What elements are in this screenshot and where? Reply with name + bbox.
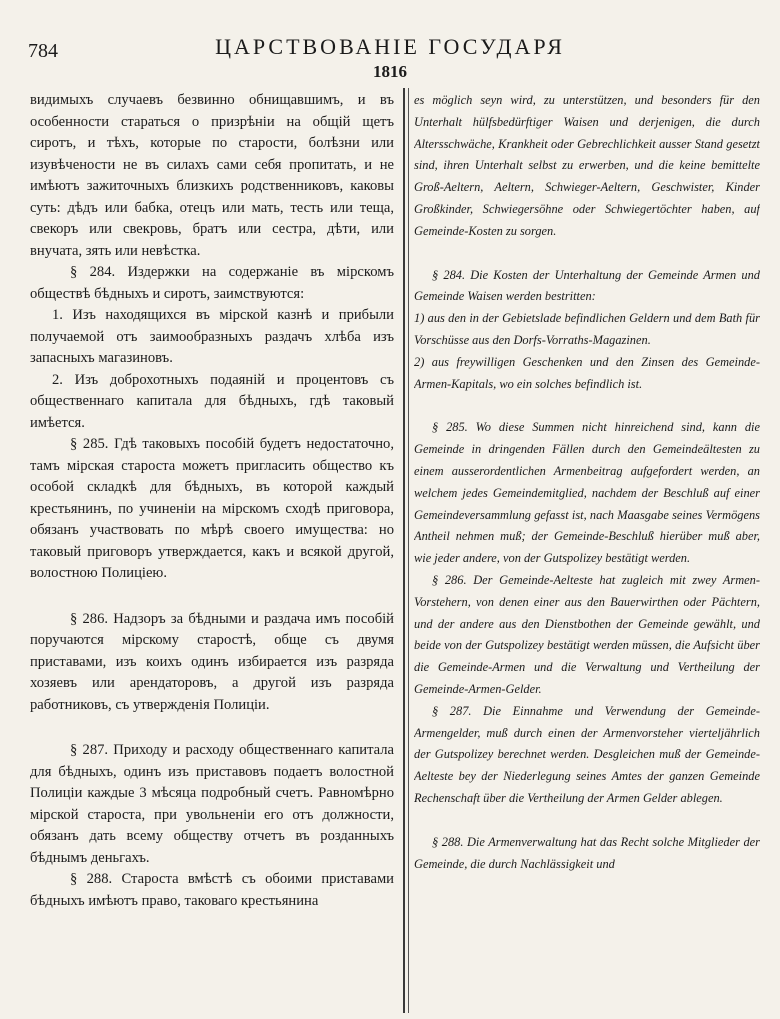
section-284-item-2-de: 2) aus freywilligen Geschenken und den Zinsen des Gemeinde-Armen-Kapitals, wo ein solches befindlich ist. <box>414 354 760 391</box>
section-285-de: § 285. Wo diese Summen nicht hinreichend sind, kann die Gemeinde in dringenden Fällen durch den Gemeindeältesten zu einem ausserordentlichen Armenbeitrag aufgefordert werden, an welchem jedes Gemeindemitglied, nachdem der Beschluß auf einer Gemeindeversammlung gefasst ist, nach Maasgabe seines Vermögens Antheil nehmen muß; der Gemeinde-Beschluß hierüber muß aber, wie jeder andere, von der Gutspolizey bestätigt werden. <box>414 420 760 566</box>
section-286: § 286. Надзоръ за бѣдными и раздача имъ пособій поручаются мірскому старостѣ, обще съ двумя приставами, изъ коихъ одинъ избирается изъ разряда хозяевъ или арендаторовъ, а другой изъ разряда работниковъ, съ утвержденія Полиціи. <box>30 610 394 713</box>
section-288-de: § 288. Die Armenverwaltung hat das Recht solche Mitglieder der Gemeinde, die durch Nachlässigkeit und <box>414 834 760 871</box>
page-header <box>0 0 780 96</box>
german-text-column <box>414 90 760 1015</box>
section-287: § 287. Приходу и расходу общественнаго капитала для бѣдныхъ, одинъ изъ приставовъ подаетъ волостной Полиціи каждые 3 мѣсяца подробный счетъ. Равномѣрно мірской староста, при увольненіи его отъ должности, обязанъ дать всему обществу отчетъ въ розданныхъ бѣднымъ деньгахъ. <box>30 742 394 866</box>
paragraph-continuation-de: es möglich seyn wird, zu unterstützen, und besonders für den Unterhalt hülfsbedürftiger Waisen und derjenigen, die durch Altersschwäche, Krankheit oder Gebrechlichkeit ausser Stand gesetzt sind, ihren Unterhalt selbst zu erwerben, und die keine bemittelte Groß-Aeltern, Aeltern, Schwieger-Aeltern, Geschwister, Kinder Großkinder, Schwiegersöhne oder Schwiegertöchter haben, auf Gemeinde-Kosten zu sorgen. <box>414 93 760 238</box>
section-284-item-2: 2. Изъ доброхотныхъ подаяній и процентовъ съ общественнаго капитала для бѣдныхъ, гдѣ таковый имѣется. <box>30 371 394 431</box>
section-285: § 285. Гдѣ таковыхъ пособій будетъ недостаточно, тамъ мірская староста можетъ пригласить общество къ особой складкѣ для бѣдныхъ, въ которой каждый крестьянинъ, по учиненіи на мірскомъ сходѣ приговора, обязанъ участвовать по мѣрѣ своего имущества: но таковый приговоръ утверждается, какъ и всякой другой, волостною Полиціею. <box>30 436 394 581</box>
section-284-item-1-de: 1) aus den in der Gebietslade befindlichen Geldern und dem Bath für Vorschüsse aus den Dorfs-Vorraths-Magazinen. <box>414 311 760 347</box>
section-287-de: § 287. Die Einnahme und Verwendung der Gemeinde-Armengelder, muß durch einen der Armenvorsteher vierteljährlich der Gutspolizey berechnet werden. Desgleichen muß der Gemeinde-Aelteste bey der Niederlegung seines Amtes der ganzen Gemeinde Rechenschaft über die Vertheilung der Armen Gelder ablegen. <box>414 703 760 805</box>
column-divider-inner <box>408 88 409 1013</box>
page-number: 784 <box>28 40 58 62</box>
year-heading: 1816 <box>373 62 407 81</box>
column-divider <box>403 88 405 1013</box>
running-title: ЦАРСТВОВАНІЕ ГОСУДАРЯ <box>215 34 565 59</box>
section-286-de: § 286. Der Gemeinde-Aelteste hat zugleich mit zwey Armen-Vorstehern, von denen einer aus den Bauerwirthen oder Pächtern, und der andere aus den Dienstbothen der Gemeinde gewählt, und beide von der Gutspolizey bestätigt werden müssen, die Aufsicht über die Gemeinde-Armen und die Verwaltung und Vertheilung der Gemeinde-Armen-Gelder. <box>414 572 760 696</box>
section-284-item-1: 1. Изъ находящихся въ мірской казнѣ и прибыли получаемой отъ заимообразныхъ раздачъ хлѣба изъ запасныхъ магазиновъ. <box>30 307 394 366</box>
russian-text-column <box>30 90 394 1015</box>
paragraph-continuation: видимыхъ случаевъ безвинно обнищавшимъ, и въ особенности стараться о призрѣніи на общій щетъ сиротъ, и тѣхъ, которые по старости, болѣзни или изувѣчености не въ силахъ сами себя пропитать, и не имѣютъ зажиточныхъ близкихъ родственниковъ, каковы суть: дѣдъ или бабка, отецъ или мать, тесть или теща, свекоръ или свекровь, братъ или сестра, дѣти, или внучата, зять или невѣстка. <box>30 92 394 259</box>
section-284-de: § 284. Die Kosten der Unterhaltung der Gemeinde Armen und Gemeinde Waisen werden bestritten: <box>414 267 760 304</box>
section-288: § 288. Староста вмѣстѣ съ обоими приставами бѣдныхъ имѣютъ право, таковаго крестьянина <box>30 871 394 909</box>
section-284: § 284. Издержки на содержаніе въ мірскомъ обществѣ бѣдныхъ и сиротъ, заимствуются: <box>30 264 394 302</box>
